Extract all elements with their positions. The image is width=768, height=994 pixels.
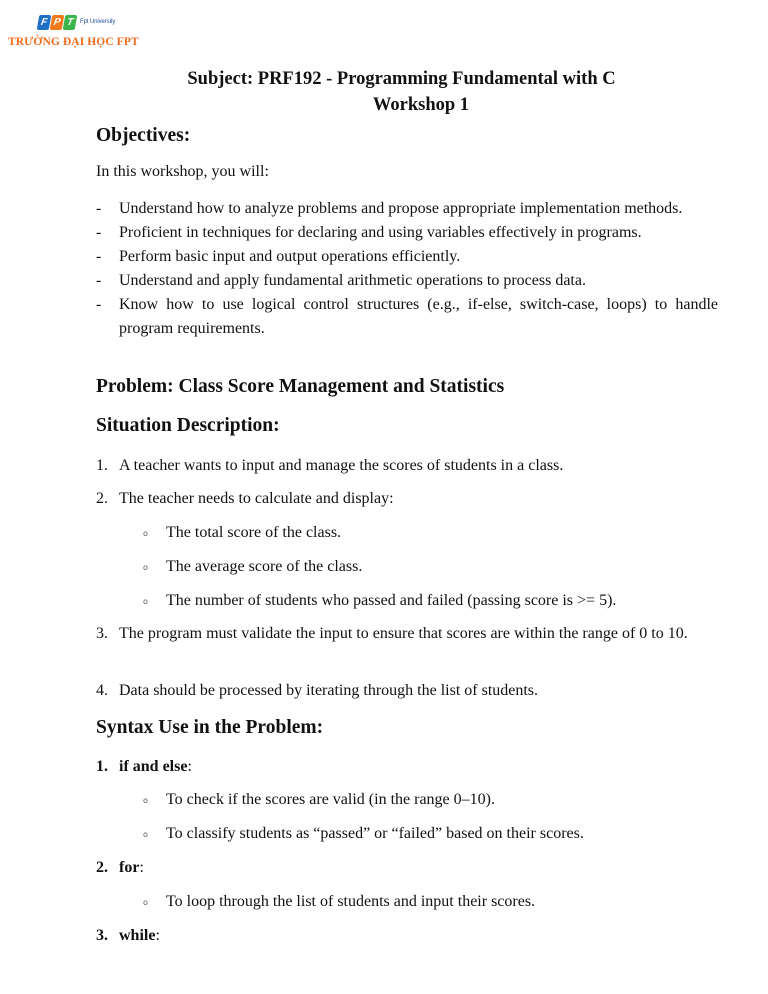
number-marker: 1. [96,758,108,775]
situation-item-4 [96,679,718,703]
objective-text: Perform basic input and output operations efficiently. [119,248,461,265]
syntax-bullet [143,890,535,914]
situation-bullet [143,555,362,579]
bullet-text: The average score of the class. [166,558,363,575]
syntax-bullet [143,822,584,846]
situation-item-3 [96,622,718,646]
problem-heading: Problem: Class Score Management and Statistics [96,376,505,397]
bullet-text: The number of students who passed and failed (passing score is >= 5). [166,592,617,609]
document-title [0,66,768,118]
fpt-university-logo [8,12,139,54]
dash-marker: - [96,272,102,289]
objective-item [96,269,718,293]
syntax-item-for [96,856,144,880]
bullet-text: To loop through the list of students and input their scores. [166,893,536,910]
number-marker: 3. [96,927,108,944]
dash-marker: - [96,248,102,265]
objective-item [96,245,718,269]
bullet-text: The total score of the class. [166,524,342,541]
syntax-item-if-else [96,755,192,779]
syntax-keyword: for [119,859,140,876]
fpt-tile-t: T [63,15,78,30]
syntax-item-while [96,924,160,948]
situation-item-2 [96,487,718,511]
situation-heading: Situation Description: [96,415,280,436]
circle-bullet-icon: o [143,898,148,907]
number-marker: 1. [96,457,108,474]
fpt-tile-f: F [37,15,52,30]
situation-item-1 [96,454,718,478]
objectives-intro: In this workshop, you will: [96,163,269,180]
objectives-heading: Objectives: [96,125,191,146]
number-marker: 2. [96,859,108,876]
situation-text: The teacher needs to calculate and display: [119,490,394,507]
syntax-keyword: while [119,927,156,944]
bullet-text: To check if the scores are valid (in the range 0–10). [166,791,495,808]
situation-bullet [143,589,616,613]
situation-text: The program must validate the input to ensure that scores are within the range of 0 to 10. [119,625,688,642]
subject-title: Subject: PRF192 - Programming Fundamental with C [187,69,616,89]
syntax-colon: : [155,927,160,944]
circle-bullet-icon: o [143,529,148,538]
fpt-tile-p: P [50,15,65,30]
circle-bullet-icon: o [143,796,148,805]
objective-text: Understand how to analyze problems and propose appropriate implementation methods. [119,200,683,217]
objective-item [96,293,718,341]
circle-bullet-icon: o [143,830,148,839]
situation-bullet [143,521,341,545]
fpt-logo-mark [38,12,115,32]
dash-marker: - [96,224,102,241]
circle-bullet-icon: o [143,563,148,572]
syntax-colon: : [187,758,192,775]
bullet-text: To classify students as “passed” or “failed” based on their scores. [166,825,584,842]
objective-item [96,221,718,245]
number-marker: 3. [96,625,108,642]
number-marker: 4. [96,682,108,699]
dash-marker: - [96,296,102,313]
number-marker: 2. [96,490,108,507]
syntax-bullet [143,788,495,812]
objective-text: Understand and apply fundamental arithmetic operations to process data. [119,272,586,289]
circle-bullet-icon: o [143,597,148,606]
workshop-title: Workshop 1 [372,95,470,115]
school-name: TRƯỜNG ĐẠI HỌC FPT [8,36,139,48]
objectives-list [96,197,718,341]
syntax-heading: Syntax Use in the Problem: [96,717,324,738]
dash-marker: - [96,200,102,217]
situation-text: Data should be processed by iterating through the list of students. [119,682,539,699]
syntax-colon: : [139,859,144,876]
syntax-keyword: if and else [119,758,188,775]
fpt-university-text: Fpt University [80,19,116,25]
objective-text: Proficient in techniques for declaring and using variables effectively in programs. [119,224,642,241]
objective-text: Know how to use logical control structures (e.g., if-else, switch-case, loops) to handle program requirements. [119,296,718,337]
situation-text: A teacher wants to input and manage the scores of students in a class. [119,457,564,474]
objective-item [96,197,718,221]
